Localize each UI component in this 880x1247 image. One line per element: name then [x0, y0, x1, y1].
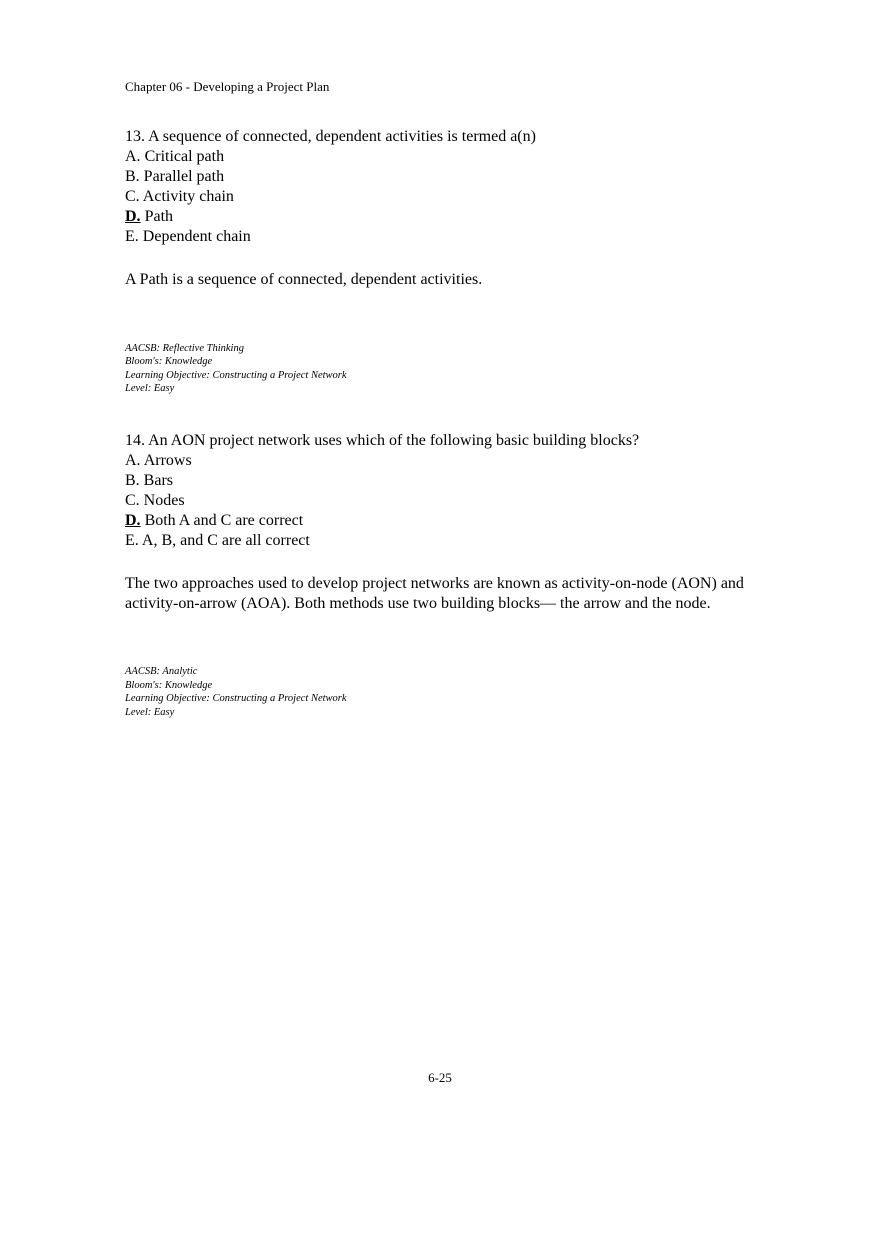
blooms-tag: Bloom's: Knowledge	[125, 356, 213, 367]
option-text: Both A and C are correct	[144, 512, 304, 529]
level-tag: Level: Easy	[125, 706, 175, 718]
question-stem: 14. An AON project network uses which of the following basic building blocks?	[125, 432, 640, 449]
option-a	[125, 147, 785, 167]
option-letter: E.	[125, 228, 139, 245]
option-d-correct	[125, 511, 785, 531]
answer-explanation: A Path is a sequence of connected, dependent activities.	[125, 271, 483, 288]
option-c	[125, 491, 785, 511]
option-a	[125, 451, 785, 471]
learning-objective-tag: Learning Objective: Constructing a Project Network	[125, 369, 347, 381]
option-letter: A.	[125, 148, 141, 165]
option-text: Path	[144, 208, 174, 225]
option-b	[125, 167, 785, 187]
option-e	[125, 227, 785, 247]
option-text: Activity chain	[142, 188, 234, 205]
chapter-header: Chapter 06 - Developing a Project Plan	[125, 79, 330, 94]
option-letter: C.	[125, 188, 140, 205]
option-b	[125, 471, 785, 491]
question-14	[125, 431, 785, 719]
option-text: Critical path	[144, 148, 225, 165]
option-text: Nodes	[143, 492, 185, 509]
option-e	[125, 531, 785, 551]
answer-explanation: The two approaches used to develop project networks are known as activity-on-node (AON) and activity-on-arrow (AOA). Both methods use two building blocks— the arrow and the node.	[125, 575, 744, 612]
level-tag: Level: Easy	[125, 383, 175, 394]
option-d-correct	[125, 207, 785, 227]
correct-answer-letter: D.	[125, 512, 141, 529]
option-text: Dependent chain	[142, 228, 251, 245]
option-letter: B.	[125, 168, 140, 185]
option-letter: C.	[125, 492, 140, 509]
option-text: Parallel path	[143, 168, 225, 185]
option-letter: B.	[125, 472, 140, 489]
option-c	[125, 187, 785, 207]
option-text: Arrows	[143, 452, 192, 469]
option-letter: E.	[125, 532, 139, 549]
option-letter: A.	[125, 452, 141, 469]
blooms-tag: Bloom's: Knowledge	[125, 679, 213, 691]
option-text: Bars	[143, 472, 173, 489]
question-13	[125, 127, 785, 396]
correct-answer-letter: D.	[125, 208, 141, 225]
aacsb-tag: AACSB: Reflective Thinking	[125, 342, 244, 354]
option-text: A, B, and C are all correct	[141, 532, 310, 549]
question-metadata	[125, 665, 785, 719]
aacsb-tag: AACSB: Analytic	[125, 666, 198, 677]
learning-objective-tag: Learning Objective: Constructing a Project Network	[125, 693, 347, 704]
page-number: 6-25	[428, 1070, 452, 1085]
question-metadata	[125, 342, 785, 396]
question-stem: 13. A sequence of connected, dependent activities is termed a(n)	[125, 128, 536, 145]
